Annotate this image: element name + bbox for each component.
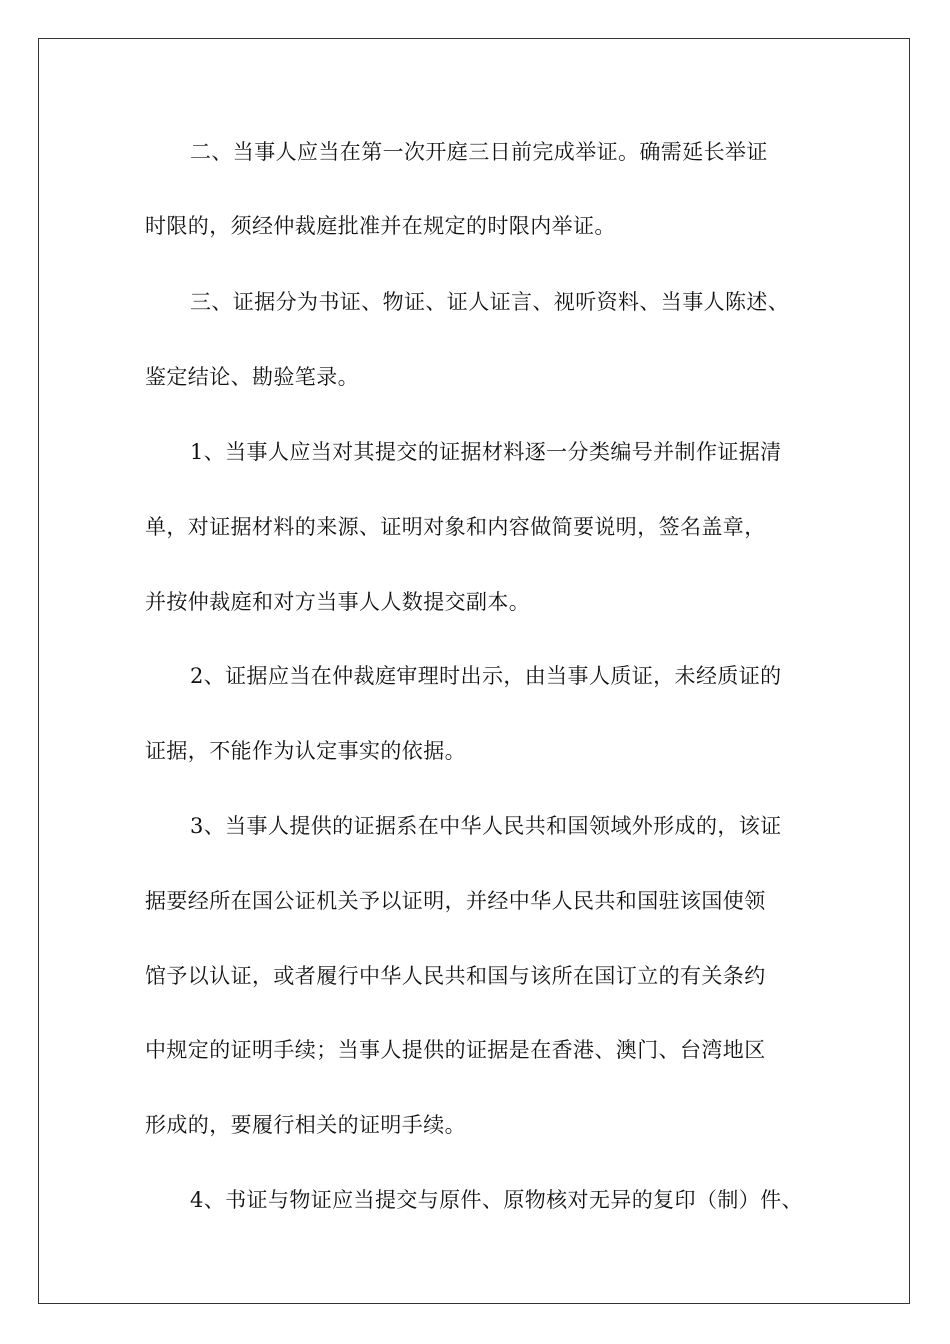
paragraph-line: 馆予以认证，或者履行中华人民共和国与该所在国订立的有关条约 bbox=[145, 964, 766, 988]
paragraph-line: 证据，不能作为认定事实的依据。 bbox=[145, 739, 466, 763]
paragraph-line: 1、当事人应当对其提交的证据材料逐一分类编号并制作证据清 bbox=[190, 440, 782, 464]
paragraph-line: 单，对证据材料的来源、证明对象和内容做简要说明，签名盖章， bbox=[145, 515, 766, 539]
paragraph-line: 4、书证与物证应当提交与原件、原物核对无异的复印（制）件、 bbox=[190, 1188, 803, 1212]
paragraph-line: 据要经所在国公证机关予以证明，并经中华人民共和国驻该国使领 bbox=[145, 889, 766, 913]
paragraph-line: 2、证据应当在仲裁庭审理时出示，由当事人质证，未经质证的 bbox=[190, 664, 782, 688]
paragraph-line: 形成的，要履行相关的证明手续。 bbox=[145, 1113, 466, 1137]
paragraph-line: 二、当事人应当在第一次开庭三日前完成举证。确需延长举证 bbox=[190, 140, 768, 164]
paragraph-line: 三、证据分为书证、物证、证人证言、视听资料、当事人陈述、 bbox=[190, 290, 790, 314]
paragraph-line: 鉴定结论、勘验笔录。 bbox=[145, 365, 359, 389]
paragraph-line: 并按仲裁庭和对方当事人人数提交副本。 bbox=[145, 590, 531, 614]
paragraph-line: 3、当事人提供的证据系在中华人民共和国领域外形成的，该证 bbox=[190, 814, 782, 838]
paragraph-line: 时限的，须经仲裁庭批准并在规定的时限内举证。 bbox=[145, 214, 616, 238]
paragraph-line: 中规定的证明手续；当事人提供的证据是在香港、澳门、台湾地区 bbox=[145, 1038, 766, 1062]
